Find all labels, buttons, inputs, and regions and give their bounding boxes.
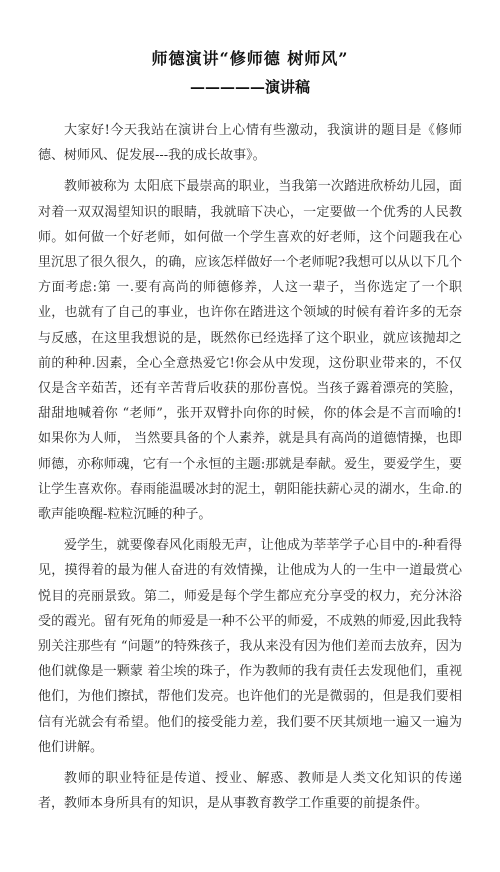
document-subtitle: —————演讲稿 bbox=[189, 78, 310, 96]
paragraph-love-students: 爱学生，就要像春风化雨般无声，让他成为莘莘学子心目中的-种看得见，摸得着的最为催人奋进的有效情操，让他成为人的一生中一道最赏心悦目的亮丽景致。第二，师爱是每个学生都应充分享受的权力，充分沐浴受的霞光。留有死角的师爱是一种不公平的师爱，不成熟的师爱,因此我特别关注那些有 “问题”的特殊孩子，我从来没有因为他们差而去放弃，因为他们就像是一颗蒙 着尘埃的珠子，作为教师的我有责任去发现他们，重视他们，为他们擦拭，帮他们发亮。也许他们的光是微弱的，但是我们要相信有光就会有希望。他们的接受能力差，我们要不厌其烦地一遍又一遍为他们讲解。 bbox=[38, 538, 462, 755]
document-body bbox=[38, 118, 462, 822]
document-title: 师德演讲“修师德 树师风” bbox=[151, 49, 349, 68]
paragraph-teacher-role: 教师的职业特征是传道、授业、解惑、教师是人类文化知识的传递者，教师本身所具有的知识，是从事教育教学工作重要的前提条件。 bbox=[38, 771, 462, 812]
paragraph-greeting: 大家好!今天我站在演讲台上心情有些激动，我演讲的题目是《修师德、树师风、促发展---我的成长故事》。 bbox=[38, 123, 462, 164]
paragraph-teacher-profession: 教师被称为 太阳底下最崇高的职业，当我第一次踏进欣桥幼儿园，面对着一双双渴望知识的眼睛，我就暗下决心，一定要做一个优秀的人民教师。如何做一个好老师，如何做一个学生喜欢的好老师，这个问题我在心里沉思了很久很久，的确，应该怎样做好一个老师呢?我想可以从以下几个方面考虑:第 一.要有高尚的师德修养，人这一辈子，当你选定了一个职业，也就有了自己的事业，也许你在踏进这个领域的时候有着许多的无奈与反感，在这里我想说的是，既然你已经选择了这个职业，就应该抛却之前的种种.因素，全心全意热爱它!你会从中发现，这份职业带来的，不仅仅是含辛茹苦，还有辛苦背后收获的那份喜悦。当孩子露着漂亮的笑脸，甜甜地喊着你 “老师”，张开双臂扑向你的时候，你的体会是不言而喻的!如果你为人师， 当然要具备的个人素养，就是具有高尚的道德情操，也即师德，亦称师魂，它有一个永恒的主题:那就是奉献。爱生，要爱学生，要让学生喜欢你。春雨能温暖冰封的泥土，朝阳能扶薪心灵的湖水，生命.的歌声能唤醒-粒粒沉睡的种子。 bbox=[38, 179, 462, 523]
